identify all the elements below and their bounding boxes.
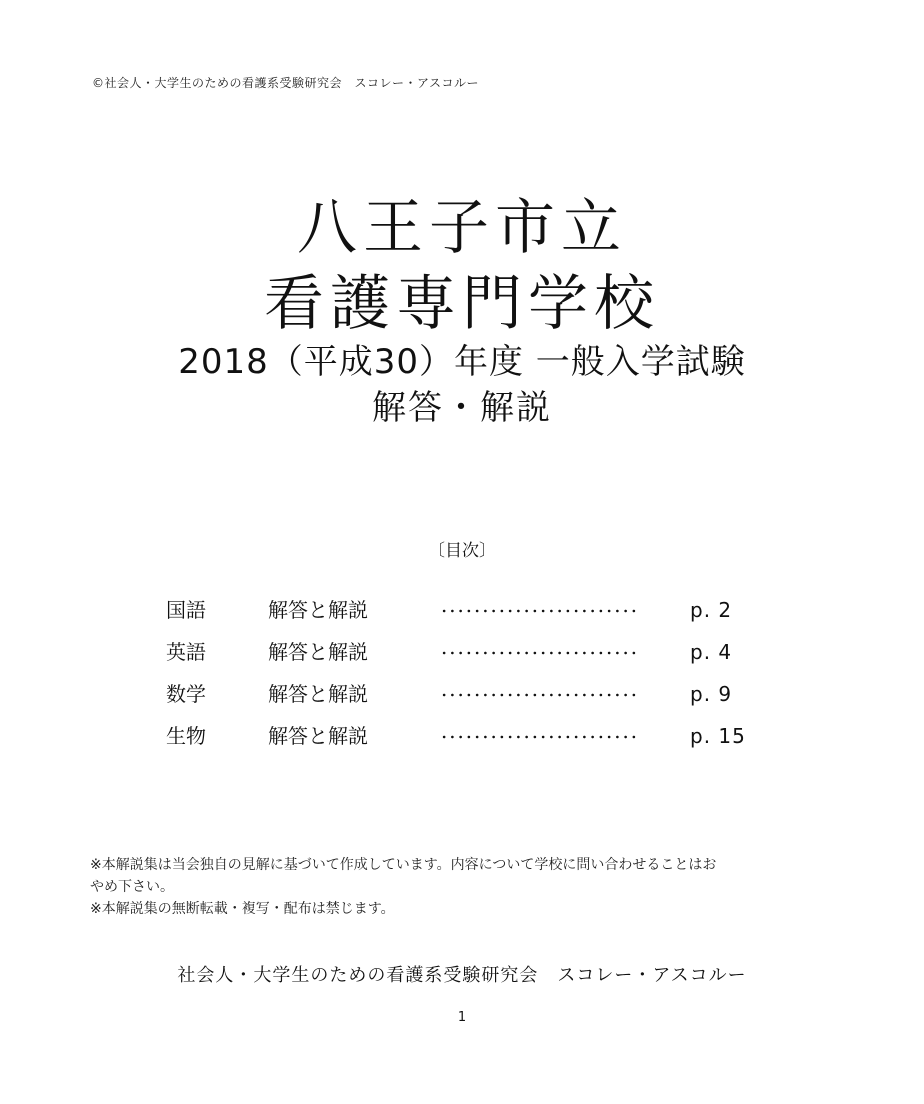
organization-footer: 社会人・大学生のための看護系受験研究会 スコレー・アスコルー [177,965,747,986]
disclaimer-note-line1: ※本解説集は当会独自の見解に基づいて作成しています。内容について学校に問い合わせることはお [90,857,717,873]
toc-leader-dots [440,693,638,697]
toc-leader-dots [440,735,638,739]
toc-page-number: p. 9 [690,682,733,706]
toc-row-japanese [0,596,924,638]
school-title-line1: 八王子市立 [297,193,627,263]
toc-leader-dots [440,609,638,613]
toc-row-biology [0,722,924,764]
toc-page-number: p. 15 [690,724,746,748]
table-of-contents [0,596,924,764]
toc-leader-dots [440,651,638,655]
disclaimer-note-line2: やめ下さい。 [90,879,174,895]
toc-subject: 英語 [166,640,206,664]
toc-row-english [0,638,924,680]
toc-description: 解答と解説 [268,682,368,706]
copyright-note: ※本解説集の無断転載・複写・配布は禁じます。 [90,901,395,917]
exam-subtitle: 2018（平成30）年度 一般入学試験 [178,342,746,382]
answer-explanation-title: 解答・解説 [372,388,552,428]
toc-heading: 〔目次〕 [428,541,496,561]
toc-row-math [0,680,924,722]
toc-subject: 生物 [166,724,206,748]
copyright-header: ©社会人・大学生のための看護系受験研究会 スコレー・アスコルー [92,76,480,90]
toc-description: 解答と解説 [268,724,368,748]
school-title-line2: 看護専門学校 [264,269,660,339]
toc-subject: 数学 [166,682,206,706]
toc-description: 解答と解説 [268,640,368,664]
page-number: 1 [457,1010,467,1025]
toc-description: 解答と解説 [268,598,368,622]
toc-page-number: p. 4 [690,640,733,664]
toc-page-number: p. 2 [690,598,733,622]
toc-subject: 国語 [166,598,206,622]
